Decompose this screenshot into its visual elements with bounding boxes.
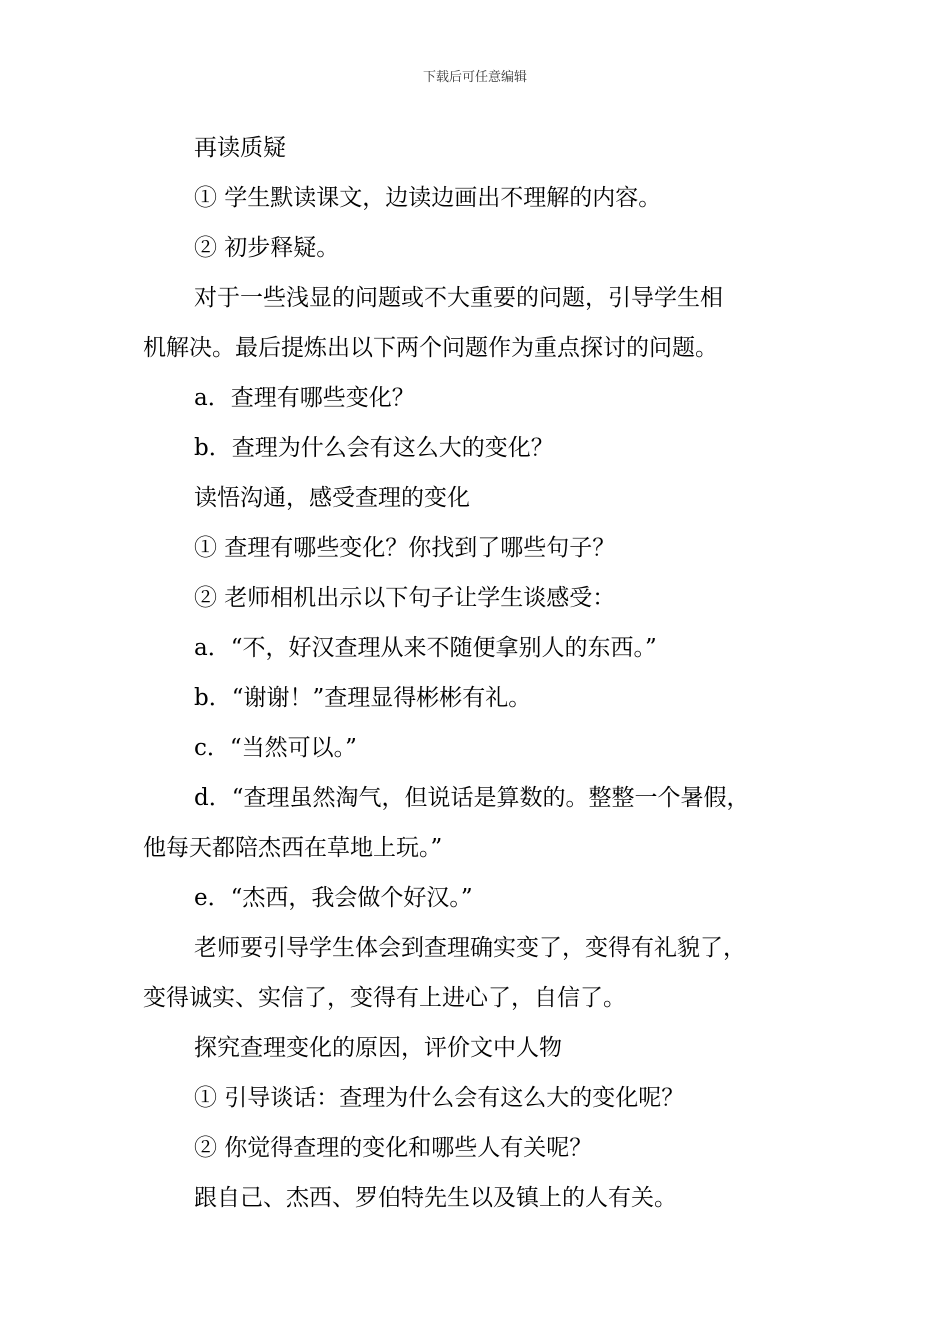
text-line: b．“谢谢！”查理显得彬彬有礼。 xyxy=(194,685,532,711)
text-line: 老师要引导学生体会到查理确实变了，变得有礼貌了， xyxy=(194,935,746,961)
text-line: ① 学生默读课文，边读边画出不理解的内容。 xyxy=(194,185,662,211)
text-line: e．“杰西，我会做个好汉。” xyxy=(194,885,473,911)
text-line: ② 你觉得查理的变化和哪些人有关呢？ xyxy=(194,1135,593,1161)
text-line: b．查理为什么会有这么大的变化？ xyxy=(194,435,554,461)
section-heading: 探究查理变化的原因，评价文中人物 xyxy=(194,1035,562,1061)
section-heading: 读悟沟通，感受查理的变化 xyxy=(194,485,470,511)
text-line: 变得诚实、实信了，变得有上进心了，自信了。 xyxy=(143,985,626,1011)
text-line: ① 引导谈话：查理为什么会有这么大的变化呢？ xyxy=(194,1085,685,1111)
text-line: ② 初步释疑。 xyxy=(194,235,340,261)
text-line: ② 老师相机出示以下句子让学生谈感受： xyxy=(194,585,616,611)
section-heading: 再读质疑 xyxy=(194,135,286,161)
text-line: 跟自己、杰西、罗伯特先生以及镇上的人有关。 xyxy=(194,1185,677,1211)
text-line: d．“查理虽然淘气，但说话是算数的。整整一个暑假， xyxy=(194,785,750,811)
text-line: ① 查理有哪些变化？你找到了哪些句子？ xyxy=(194,535,616,561)
page-header: 下载后可任意编辑 xyxy=(422,70,527,85)
text-line: 对于一些浅显的问题或不大重要的问题，引导学生相 xyxy=(194,285,723,311)
text-line: c．“当然可以。” xyxy=(194,735,357,761)
text-line: a．查理有哪些变化？ xyxy=(194,385,415,411)
text-line: 机解决。最后提炼出以下两个问题作为重点探讨的问题。 xyxy=(143,335,718,361)
text-line: a．“不，好汉查理从来不随便拿别人的东西。” xyxy=(194,635,657,661)
text-line: 他每天都陪杰西在草地上玩。” xyxy=(143,835,443,861)
